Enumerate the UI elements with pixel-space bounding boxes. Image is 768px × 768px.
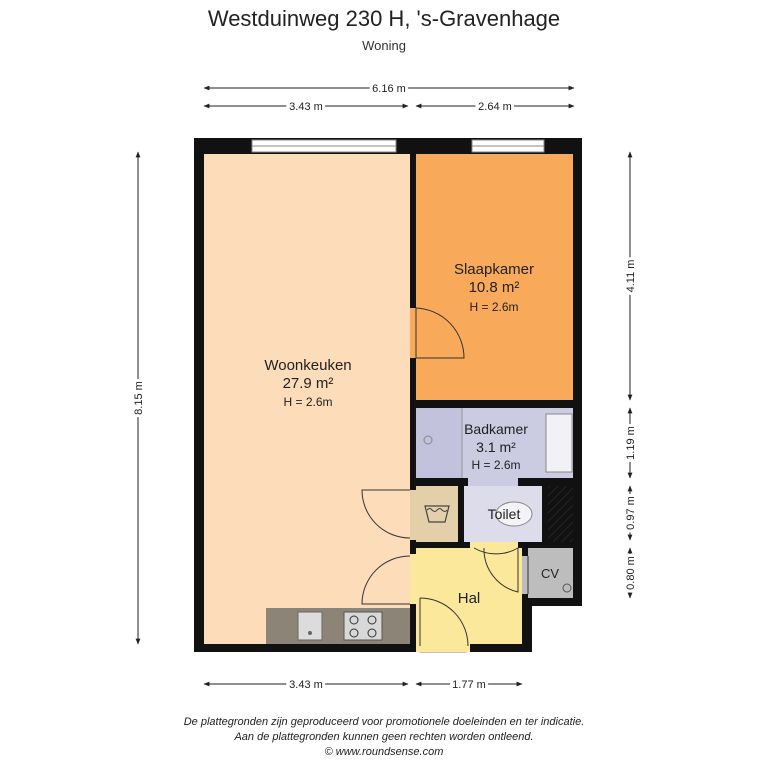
- door-gap-front: [416, 644, 470, 652]
- wall-bedroom-bath: [416, 400, 582, 408]
- label-woonkeuken-height: H = 2.6m: [283, 395, 333, 409]
- dim-top-total-label: 6.16 m: [372, 83, 406, 95]
- bathroom-sink: [546, 414, 572, 472]
- label-hal: Hal: [457, 590, 481, 607]
- dim-right-3-label: 0.97 m: [625, 496, 637, 530]
- wall-toilet-shaft: [542, 486, 548, 548]
- label-badkamer-area: 3.1 m²: [476, 439, 516, 455]
- door-gap-bedroom: [410, 308, 416, 358]
- footer-copyright: © www.roundsense.com: [324, 746, 444, 758]
- shaft-hatched: [548, 486, 573, 542]
- shower-area: [416, 408, 462, 478]
- kitchen-sink-icon: [298, 612, 322, 640]
- sink-drain: [308, 631, 312, 635]
- label-toilet: Toilet: [487, 506, 521, 522]
- wall-cv-bottom: [528, 598, 582, 606]
- footer-disclaimer-2: Aan de plattegronden kunnen geen rechten worden ontleend.: [234, 731, 534, 743]
- stove-icon: [344, 612, 382, 640]
- wall-laundry-toilet: [458, 486, 464, 548]
- room-laundry: [416, 486, 458, 542]
- kitchen-counter: [266, 608, 410, 644]
- footer-disclaimer-1: De plattegronden zijn geproduceerd voor promotionele doeleinden en ter indicatie.: [183, 716, 585, 728]
- dim-right-2-label: 1.19 m: [625, 426, 637, 460]
- label-slaapkamer-name: Slaapkamer: [453, 261, 535, 278]
- label-badkamer-height: H = 2.6m: [471, 458, 521, 472]
- door-gap-cv: [522, 556, 528, 594]
- door-gap-laundry: [410, 490, 416, 540]
- label-badkamer-name: Badkamer: [464, 421, 528, 437]
- door-gap-bath: [468, 478, 518, 486]
- plan-title: Westduinweg 230 H, 's-Gravenhage: [207, 6, 561, 31]
- dim-left-total-label: 8.15 m: [133, 381, 145, 415]
- dim-bottom-right-label: 1.77 m: [452, 679, 486, 691]
- dim-top-right-label: 2.64 m: [478, 101, 512, 113]
- plan-subtitle: Woning: [362, 38, 406, 53]
- door-gap-hal: [410, 554, 416, 604]
- label-woonkeuken-area: 27.9 m²: [282, 375, 334, 392]
- label-woonkeuken-name: Woonkeuken: [264, 357, 352, 374]
- dim-top-left-label: 3.43 m: [289, 101, 323, 113]
- dim-right-4-label: 0.80 m: [625, 556, 637, 590]
- dim-right-1-label: 4.11 m: [625, 259, 637, 293]
- label-slaapkamer-area: 10.8 m²: [468, 279, 520, 296]
- door-gap-toilet: [470, 542, 518, 548]
- label-cv: CV: [540, 566, 560, 581]
- dim-bottom-left-label: 3.43 m: [289, 679, 323, 691]
- label-slaapkamer-height: H = 2.6m: [469, 300, 519, 314]
